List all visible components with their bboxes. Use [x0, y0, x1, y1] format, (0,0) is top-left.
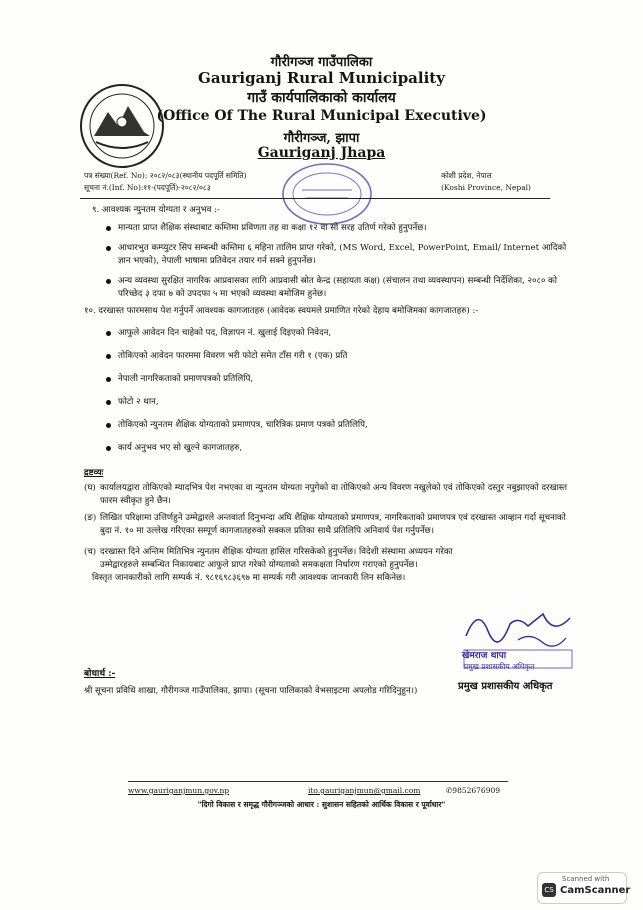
footer-phone-number: 9852676909: [452, 786, 501, 795]
phone-icon: ✆: [446, 786, 453, 795]
section-10-heading: १०. दरखास्त फारमसाथ पेश गर्नुपर्ने आवश्यक कागजातहरु (आवेदक स्वयमले प्रमाणित गरेको देहाय बमोजिमका कागजातहरु) :-: [84, 306, 479, 316]
header-office-english: (Office Of The Rural Municipal Executive): [156, 108, 487, 124]
reference-block: [84, 170, 247, 194]
signatory-name: खेमराज थापा: [462, 651, 507, 661]
note-item: [84, 546, 480, 572]
notice-body: [84, 204, 569, 585]
signatory-title: प्रमुख प्रशासकीय अधिकृत: [458, 681, 553, 692]
header-location-english: Gauriganj Jhapa: [257, 145, 386, 161]
footer-email[interactable]: ito.gauriganjmun@gmail.com: [308, 786, 421, 795]
signatory-stamp-title: प्रमुख प्रशासकीय अधिकृत: [464, 662, 535, 671]
note-item: [84, 512, 569, 538]
footer-website[interactable]: www.gauriganjmun.gov.np: [128, 786, 230, 795]
notes-heading: द्रष्टव्यः: [84, 468, 104, 478]
province-block: [441, 170, 531, 194]
note-label: (घ): [84, 483, 96, 493]
header-office-nepali: गाउँ कार्यपालिकाको कार्यालय: [247, 90, 396, 106]
contact-line: विस्तृत जानकारीको लागि सम्पर्क नं. ९८१६९८३६९७ मा सम्पर्क गरी आवश्यक जानकारी लिन सकिनेछ।: [92, 573, 406, 583]
header-nepali-name: गौरीगञ्ज गाउँपालिका: [270, 55, 373, 70]
cc-line: श्री सूचना प्रविधि शाखा, गौरीगञ्ज गाउँपालिका, झापा। (सूचना पालिकाको वेभसाइटमा अपलोड गरिदिनुहुन।): [84, 686, 418, 696]
footer-phone: [446, 786, 500, 795]
ref-number: पत्र संख्या(Ref. No): २०८२/०८३(स्थानीय पदपूर्ति समिति): [84, 171, 247, 180]
camscanner-line2: CamScanner: [560, 885, 631, 896]
list-item: आधारभुत कम्प्युटर सिप सम्बन्धी कम्तिमा ६ महिना तालिम प्राप्त गरेको, (MS Word, Excel, PowerPoint, Email/ Internet आदिको ज्ञान भएको), नेपाली भाषामा प्रतिवेदन तयार गर्न सक्ने हुनुपर्नेछ।: [84, 242, 569, 268]
header-divider: [80, 198, 550, 199]
list-item: आफुले आवेदन दिन चाहेको पद, विज्ञापन नं. खुलाई दिइएको निवेदन,: [84, 327, 569, 340]
camscanner-badge: [537, 872, 631, 904]
list-item: फोटो २ थान,: [84, 396, 569, 409]
footer-tagline: "दिगो विकास र समृद्ध गौरीगञ्जको आधार : सुशासन सहितको आर्थिक विकास र पूर्वाधार": [197, 800, 446, 809]
list-item: अन्य व्यवस्था सुरक्षित नागरिक आप्रवासका लागि आप्रवासी स्रोत केन्द्र (सहायता कक्ष) (संचालन तथा व्यवस्थापन) सम्बन्धी निर्देशिका, २०८० को परिच्छेद ३ दफा ७ को उपदफा ५ मा भएको व्यवस्था बमोजिम हुनेछ।: [84, 275, 569, 301]
note-label: (ङ): [84, 513, 97, 523]
list-item: कार्य अनुभव भए सो खुल्ने कागजातहरु,: [84, 442, 569, 455]
header-english-name: Gauriganj Rural Municipality: [198, 69, 445, 87]
province-nepali: कोशी प्रदेश, नेपाल: [441, 171, 492, 180]
header-location-nepali: गौरीगञ्ज, झापा: [283, 131, 360, 146]
camscanner-line1: Scanned with: [562, 875, 610, 883]
list-item: तोकिएको आवेदन फारममा विवरण भरी फोटो समेत टाँस गरी १ (एक) प्रति: [84, 350, 569, 363]
cc-heading: बोधार्थ :-: [84, 669, 116, 679]
province-english: (Koshi Province, Nepal): [441, 183, 531, 192]
list-item: मान्यता प्राप्त शैक्षिक संस्थाबाट कम्तिमा प्रविणता तह वा कक्षा १२ वा सो सरह उतिर्ण गरेको हुनुपर्नेछ।: [84, 222, 569, 235]
note-item: [84, 482, 569, 508]
note-label: (च): [84, 547, 97, 557]
note-text: लिखित परिक्षामा उत्तिर्णहुने उम्मेद्वारले अन्तवार्ता दिनुभन्दा अघि शैक्षिक योग्यताको प्रमाणपत्र, नागरिकताको प्रमाणपत्र एवं दरखास्त आव्हान गर्दा सूचनाको बुदा नं. १० मा उल्लेख गरिएका सम्पूर्ण कागजातहरुको सक्कल प्रतिका साथै प्रतिलिपि अनिवार्य पेश गर्नुपर्नेछ।: [100, 513, 566, 536]
section-9-heading: ९. आवश्यक न्युनतम योग्यता र अनुभव :-: [92, 205, 220, 215]
note-text: कार्यालयद्वारा तोकिएको म्यादभित्र पेश नभएका वा न्युनतम योग्यता नपुगेको वा तोकिएको अन्य विवरण नखुलेको एवं तोकिएको दस्तुर नबुझाएको दरखास्त फारम स्वीकृत हुने छैन।: [100, 483, 568, 506]
list-item: तोकिएको न्युनतम शैक्षिक योग्यताको प्रमाणपत्र, चारित्रिक प्रमाण पत्रको प्रतिलिपि,: [84, 419, 569, 432]
list-item: नेपाली नागरिकताको प्रमाणपत्रको प्रतिलिपि,: [84, 373, 569, 386]
footer-divider: [128, 781, 508, 782]
camscanner-icon: CS: [542, 883, 556, 897]
note-text: दरखास्त दिने अन्तिम मितिभित्र न्युनतम शैक्षिक योग्यता हासिल गरिसकेको हुनुपर्नेछ। विदेशी संस्थामा अध्ययन गरेका उम्मेद्वारहरुले सम्बन्धित निकायबाट आफुले प्राप्त गरेको योग्यताको समकक्षता निर्धारण गराएको हुनुपर्नेछ।: [100, 547, 453, 570]
inf-number: सूचना नं.(Inf. No):११-(पदपूर्ति)-२०८२/०८३: [84, 183, 211, 192]
